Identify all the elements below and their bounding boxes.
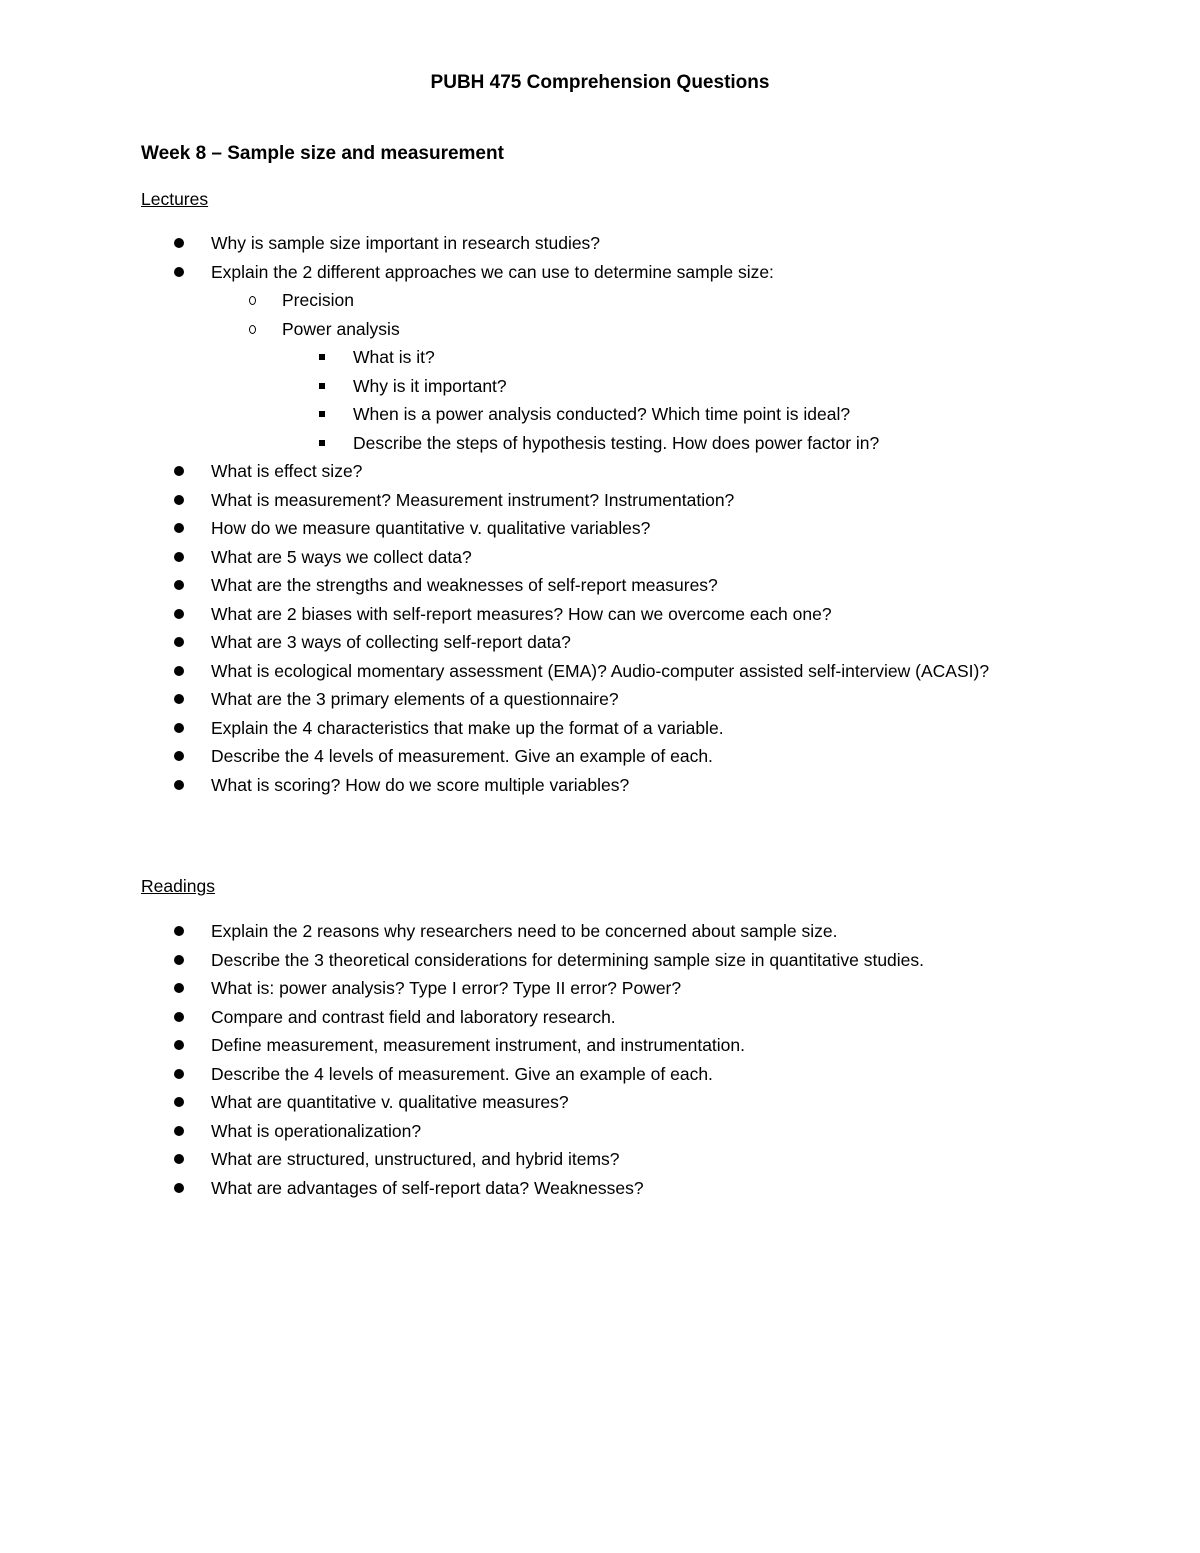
list-item: [0, 514, 1021, 543]
list-item-text: How do we measure quantitative v. qualitative variables?: [211, 518, 651, 538]
bullet-icon: [174, 1069, 184, 1079]
list-item: [0, 571, 1021, 600]
list-item-text: Compare and contrast field and laboratory research.: [211, 1006, 616, 1027]
list-item-text: What are the strengths and weaknesses of self-report measures?: [211, 575, 718, 595]
bullet-icon: [174, 637, 184, 647]
document-title: PUBH 475 Comprehension Questions: [430, 72, 770, 93]
list-item-text: Why is it important?: [353, 375, 507, 396]
list-item-text: What are 5 ways we collect data?: [211, 546, 472, 567]
list-item-text: What is it?: [353, 347, 435, 367]
list-item-text: What are 3 ways of collecting self-report data?: [211, 632, 571, 652]
square-bullet-icon: [319, 411, 325, 417]
list-item-text: Describe the 4 levels of measurement. Give an example of each.: [211, 1063, 713, 1084]
list-item-text: Explain the 2 different approaches we can use to determine sample size:: [211, 261, 774, 282]
list-item: [0, 372, 1033, 401]
list-item-text: Describe the 4 levels of measurement. Give an example of each.: [211, 746, 713, 766]
bullet-icon: [174, 780, 184, 790]
bullet-icon: [174, 580, 184, 590]
square-bullet-icon: [319, 383, 325, 389]
list-item-text: What are 2 biases with self-report measures? How can we overcome each one?: [211, 603, 832, 624]
bullet-icon: [174, 495, 184, 505]
list-item: [0, 1174, 1021, 1203]
list-item: [0, 974, 1021, 1003]
list-item: [0, 457, 1021, 486]
bullet-icon: [174, 609, 184, 619]
list-item-text: Explain the 4 characteristics that make up the format of a variable.: [211, 717, 724, 738]
list-item: [0, 486, 1021, 515]
list-item-text: What is measurement? Measurement instrument? Instrumentation?: [211, 489, 735, 510]
bullet-icon: [174, 1040, 184, 1050]
bullet-icon: [174, 1183, 184, 1193]
bullet-icon: [174, 466, 184, 476]
bullet-icon: [174, 523, 184, 533]
list-item-text: What is effect size?: [211, 461, 363, 481]
list-item: [0, 286, 1022, 315]
list-item-text: What is operationalization?: [211, 1120, 422, 1141]
list-item: [0, 742, 1021, 771]
list-item-text: What are advantages of self-report data? Weaknesses?: [211, 1177, 644, 1198]
bullet-icon: [174, 983, 184, 993]
week-heading: Week 8 – Sample size and measurement: [141, 143, 504, 164]
bullet-icon: [174, 267, 184, 277]
readings-list: [0, 917, 1021, 1202]
list-item: [0, 685, 1021, 714]
list-item: [0, 714, 1021, 743]
list-item: [0, 1117, 1021, 1146]
list-item: [0, 917, 1021, 946]
bullet-icon: [174, 751, 184, 761]
list-item-text: Define measurement, measurement instrument, and instrumentation.: [211, 1035, 746, 1055]
list-item-text: What is ecological momentary assessment (EMA)? Audio-computer assisted self-interview (ACASI)?: [211, 660, 990, 681]
list-item: [0, 1060, 1021, 1089]
list-item-text: Describe the steps of hypothesis testing. How does power factor in?: [353, 432, 880, 453]
list-item-text: Describe the 3 theoretical considerations for determining sample size in quantitative studies.: [211, 949, 925, 970]
bullet-icon: [174, 1154, 184, 1164]
list-item-text: What are quantitative v. qualitative measures?: [211, 1092, 569, 1112]
readings-heading: Readings: [141, 876, 215, 896]
bullet-icon: [174, 955, 184, 965]
list-item-text: What are the 3 primary elements of a questionnaire?: [211, 689, 619, 709]
list-item-text: Explain the 2 reasons why researchers need to be concerned about sample size.: [211, 921, 838, 941]
bullet-icon: [174, 666, 184, 676]
circle-bullet-icon: [249, 296, 256, 305]
bullet-icon: [174, 1012, 184, 1022]
list-item: [0, 315, 1022, 344]
list-item: [0, 543, 1021, 572]
list-item: [0, 600, 1021, 629]
lectures-list: [0, 229, 1033, 799]
list-item-text: Power analysis: [282, 318, 400, 339]
bullet-icon: [174, 926, 184, 936]
lectures-heading: Lectures: [141, 189, 209, 209]
list-item-text: What is scoring? How do we score multiple variables?: [211, 774, 630, 795]
list-item-text: What are structured, unstructured, and hybrid items?: [211, 1149, 620, 1169]
list-item: [0, 1088, 1021, 1117]
list-item: [0, 771, 1021, 800]
list-item: [0, 946, 1021, 975]
list-item: [0, 657, 1021, 686]
list-item: [0, 258, 1021, 287]
list-item: [0, 1003, 1021, 1032]
list-item: [0, 628, 1021, 657]
list-item-text: When is a power analysis conducted? Which time point is ideal?: [353, 404, 851, 424]
list-item: [0, 429, 1033, 458]
bullet-icon: [174, 1126, 184, 1136]
bullet-icon: [174, 694, 184, 704]
bullet-icon: [174, 552, 184, 562]
circle-bullet-icon: [249, 325, 256, 334]
bullet-icon: [174, 723, 184, 733]
square-bullet-icon: [319, 440, 325, 446]
list-item: [0, 1031, 1021, 1060]
list-item-text: Precision: [282, 290, 354, 310]
list-item-text: What is: power analysis? Type I error? Type II error? Power?: [211, 978, 682, 998]
list-item-text: Why is sample size important in research studies?: [211, 233, 601, 253]
list-item: [0, 1145, 1021, 1174]
square-bullet-icon: [319, 354, 325, 360]
list-item: [0, 400, 1033, 429]
bullet-icon: [174, 1097, 184, 1107]
list-item: [0, 343, 1033, 372]
list-item: [0, 229, 1021, 258]
bullet-icon: [174, 238, 184, 248]
